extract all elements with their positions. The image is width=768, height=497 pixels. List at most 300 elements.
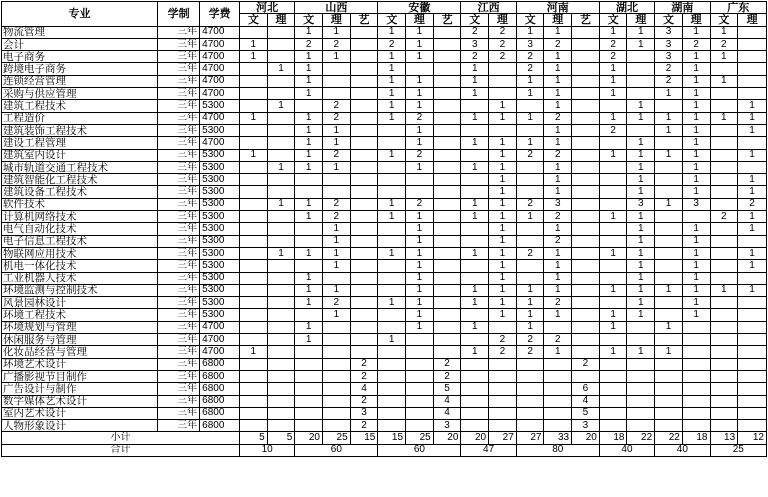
quota-cell: 1 xyxy=(378,297,406,309)
quota-cell xyxy=(710,358,738,370)
table-row xyxy=(2,63,767,75)
major-cell: 采购与供应管理 xyxy=(2,88,158,100)
quota-cell: 1 xyxy=(489,211,517,223)
quota-cell xyxy=(572,100,600,112)
quota-cell xyxy=(599,198,627,210)
duration-cell: 三年 xyxy=(158,112,200,124)
quota-cell xyxy=(710,100,738,112)
quota-cell: 3 xyxy=(627,198,655,210)
quota-cell xyxy=(655,370,683,382)
quota-cell xyxy=(433,223,461,235)
quota-cell xyxy=(323,383,351,395)
quota-cell xyxy=(738,26,767,38)
quota-cell: 1 xyxy=(406,284,434,296)
quota-cell: 2 xyxy=(544,334,572,346)
quota-cell: 3 xyxy=(572,420,600,432)
quota-cell: 1 xyxy=(544,174,572,186)
quota-cell: 1 xyxy=(461,284,489,296)
quota-cell xyxy=(599,420,627,432)
quota-cell xyxy=(572,272,600,284)
quota-cell xyxy=(378,407,406,419)
quota-cell xyxy=(267,149,295,161)
duration-cell: 三年 xyxy=(158,174,200,186)
table-row xyxy=(2,370,767,382)
quota-cell xyxy=(682,358,710,370)
quota-cell: 1 xyxy=(295,161,323,173)
quota-cell: 1 xyxy=(461,63,489,75)
quota-cell xyxy=(378,346,406,358)
total-cell: 47 xyxy=(461,444,516,456)
subtotal-cell: 20 xyxy=(572,432,600,444)
quota-cell xyxy=(710,137,738,149)
header-category: 艺 xyxy=(350,14,378,26)
quota-cell xyxy=(461,334,489,346)
quota-cell xyxy=(295,420,323,432)
quota-cell: 2 xyxy=(489,51,517,63)
quota-cell xyxy=(516,260,544,272)
quota-cell xyxy=(433,88,461,100)
quota-cell: 1 xyxy=(682,112,710,124)
quota-cell xyxy=(655,137,683,149)
quota-cell: 2 xyxy=(516,334,544,346)
quota-cell xyxy=(710,260,738,272)
quota-cell xyxy=(350,63,378,75)
quota-cell xyxy=(544,395,572,407)
quota-cell: 1 xyxy=(738,260,767,272)
subtotal-cell: 5 xyxy=(267,432,295,444)
quota-cell xyxy=(350,174,378,186)
quota-cell: 1 xyxy=(682,247,710,259)
quota-cell xyxy=(599,174,627,186)
quota-cell: 1 xyxy=(378,112,406,124)
fee-cell: 5300 xyxy=(200,124,240,136)
quota-cell xyxy=(516,124,544,136)
major-cell: 工程造价 xyxy=(2,112,158,124)
quota-cell: 1 xyxy=(544,161,572,173)
quota-cell: 1 xyxy=(406,124,434,136)
table-row xyxy=(2,100,767,112)
quota-cell xyxy=(738,309,767,321)
quota-cell xyxy=(323,420,351,432)
quota-cell xyxy=(710,149,738,161)
duration-cell: 三年 xyxy=(158,63,200,75)
major-cell: 广告设计与制作 xyxy=(2,383,158,395)
quota-cell: 1 xyxy=(323,223,351,235)
total-row xyxy=(2,444,767,456)
subtotal-cell: 15 xyxy=(350,432,378,444)
fee-cell: 5300 xyxy=(200,211,240,223)
quota-cell xyxy=(406,63,434,75)
quota-cell xyxy=(378,161,406,173)
major-cell: 物联网应用技术 xyxy=(2,247,158,259)
quota-cell: 2 xyxy=(350,395,378,407)
major-cell: 工业机器人技术 xyxy=(2,272,158,284)
quota-cell xyxy=(433,334,461,346)
table-row xyxy=(2,420,767,432)
major-cell: 建筑装饰工程技术 xyxy=(2,124,158,136)
quota-cell xyxy=(267,297,295,309)
header-category: 理 xyxy=(323,14,351,26)
quota-cell: 1 xyxy=(378,198,406,210)
quota-cell: 2 xyxy=(323,100,351,112)
major-cell: 物流管理 xyxy=(2,26,158,38)
quota-cell: 1 xyxy=(406,223,434,235)
quota-cell xyxy=(350,26,378,38)
quota-cell: 1 xyxy=(710,51,738,63)
duration-cell: 三年 xyxy=(158,309,200,321)
quota-cell: 4 xyxy=(433,407,461,419)
duration-cell: 三年 xyxy=(158,297,200,309)
fee-cell: 4700 xyxy=(200,137,240,149)
duration-cell: 三年 xyxy=(158,137,200,149)
quota-cell: 1 xyxy=(323,26,351,38)
duration-cell: 三年 xyxy=(158,38,200,50)
quota-cell xyxy=(627,358,655,370)
quota-cell xyxy=(489,358,517,370)
quota-cell: 2 xyxy=(489,38,517,50)
header-fee: 学费 xyxy=(200,2,240,27)
quota-cell xyxy=(627,334,655,346)
fee-cell: 4700 xyxy=(200,346,240,358)
duration-cell: 三年 xyxy=(158,260,200,272)
duration-cell: 三年 xyxy=(158,186,200,198)
table-row xyxy=(2,186,767,198)
quota-cell xyxy=(627,63,655,75)
subtotal-label: 小计 xyxy=(2,432,240,444)
quota-cell xyxy=(655,334,683,346)
quota-cell xyxy=(682,346,710,358)
quota-cell xyxy=(295,346,323,358)
quota-cell: 2 xyxy=(710,38,738,50)
quota-cell xyxy=(710,198,738,210)
quota-cell xyxy=(461,186,489,198)
quota-cell xyxy=(350,137,378,149)
fee-cell: 5300 xyxy=(200,223,240,235)
major-cell: 城市轨道交通工程技术 xyxy=(2,161,158,173)
quota-cell: 3 xyxy=(461,38,489,50)
quota-cell xyxy=(461,260,489,272)
quota-cell xyxy=(655,395,683,407)
quota-cell xyxy=(489,88,517,100)
quota-cell: 1 xyxy=(544,26,572,38)
quota-cell xyxy=(655,223,683,235)
fee-cell: 4700 xyxy=(200,63,240,75)
quota-cell xyxy=(489,420,517,432)
quota-cell xyxy=(239,137,267,149)
quota-cell xyxy=(378,235,406,247)
quota-cell: 1 xyxy=(489,161,517,173)
fee-cell: 5300 xyxy=(200,198,240,210)
quota-cell xyxy=(350,235,378,247)
quota-cell xyxy=(682,321,710,333)
quota-cell xyxy=(295,174,323,186)
table-row xyxy=(2,321,767,333)
quota-cell xyxy=(710,346,738,358)
quota-cell: 1 xyxy=(489,235,517,247)
quota-cell xyxy=(738,75,767,87)
quota-cell: 1 xyxy=(295,284,323,296)
quota-cell: 1 xyxy=(406,321,434,333)
duration-cell: 三年 xyxy=(158,149,200,161)
quota-cell xyxy=(378,358,406,370)
quota-cell xyxy=(738,407,767,419)
quota-cell xyxy=(350,124,378,136)
quota-cell xyxy=(350,112,378,124)
quota-cell xyxy=(239,383,267,395)
quota-cell: 2 xyxy=(516,63,544,75)
quota-cell: 1 xyxy=(682,186,710,198)
major-cell: 人物形象设计 xyxy=(2,420,158,432)
quota-cell xyxy=(572,260,600,272)
quota-cell xyxy=(655,260,683,272)
quota-cell xyxy=(267,174,295,186)
quota-cell: 1 xyxy=(406,260,434,272)
quota-cell: 2 xyxy=(655,75,683,87)
quota-cell xyxy=(516,358,544,370)
quota-cell xyxy=(239,100,267,112)
quota-cell: 1 xyxy=(627,149,655,161)
quota-cell: 1 xyxy=(267,100,295,112)
quota-cell xyxy=(267,260,295,272)
quota-cell xyxy=(599,186,627,198)
quota-cell: 1 xyxy=(599,321,627,333)
duration-cell: 三年 xyxy=(158,88,200,100)
fee-cell: 6800 xyxy=(200,395,240,407)
quota-cell: 2 xyxy=(710,211,738,223)
quota-cell: 1 xyxy=(599,26,627,38)
quota-cell xyxy=(433,321,461,333)
table-row xyxy=(2,124,767,136)
subtotal-cell: 25 xyxy=(406,432,434,444)
table-row xyxy=(2,198,767,210)
header-province-row xyxy=(2,2,767,14)
total-label: 合计 xyxy=(2,444,240,456)
quota-cell: 1 xyxy=(323,161,351,173)
quota-cell xyxy=(516,272,544,284)
quota-cell: 1 xyxy=(627,161,655,173)
fee-cell: 4700 xyxy=(200,51,240,63)
quota-cell xyxy=(267,334,295,346)
quota-cell xyxy=(239,235,267,247)
quota-cell xyxy=(516,370,544,382)
table-row xyxy=(2,161,767,173)
table-header xyxy=(2,2,767,27)
quota-cell: 1 xyxy=(738,223,767,235)
quota-cell: 1 xyxy=(239,346,267,358)
quota-cell: 1 xyxy=(599,88,627,100)
quota-cell: 1 xyxy=(378,211,406,223)
quota-cell: 2 xyxy=(516,51,544,63)
quota-cell: 1 xyxy=(378,75,406,87)
fee-cell: 6800 xyxy=(200,383,240,395)
quota-cell: 1 xyxy=(323,51,351,63)
subtotal-cell: 5 xyxy=(239,432,267,444)
quota-cell xyxy=(378,284,406,296)
quota-cell xyxy=(599,260,627,272)
quota-cell: 1 xyxy=(516,88,544,100)
quota-cell: 1 xyxy=(655,149,683,161)
quota-cell: 1 xyxy=(323,235,351,247)
quota-cell xyxy=(738,358,767,370)
header-category: 文 xyxy=(295,14,323,26)
quota-cell xyxy=(433,235,461,247)
header-province: 河北 xyxy=(239,2,294,14)
quota-cell: 1 xyxy=(406,137,434,149)
duration-cell: 三年 xyxy=(158,358,200,370)
table-row xyxy=(2,309,767,321)
duration-cell: 三年 xyxy=(158,407,200,419)
quota-cell xyxy=(710,395,738,407)
fee-cell: 4700 xyxy=(200,112,240,124)
header-category: 文 xyxy=(461,14,489,26)
fee-cell: 5300 xyxy=(200,260,240,272)
quota-cell: 1 xyxy=(682,297,710,309)
quota-cell: 1 xyxy=(295,334,323,346)
quota-cell: 1 xyxy=(489,297,517,309)
quota-cell xyxy=(572,198,600,210)
table-row xyxy=(2,272,767,284)
quota-cell xyxy=(710,370,738,382)
major-cell: 环境工程技术 xyxy=(2,309,158,321)
quota-cell: 1 xyxy=(738,174,767,186)
quota-cell xyxy=(572,112,600,124)
header-province: 江西 xyxy=(461,2,516,14)
duration-cell: 三年 xyxy=(158,247,200,259)
quota-cell xyxy=(572,223,600,235)
quota-cell: 2 xyxy=(544,38,572,50)
quota-cell: 4 xyxy=(433,395,461,407)
quota-cell xyxy=(323,174,351,186)
quota-cell xyxy=(378,370,406,382)
quota-cell: 2 xyxy=(350,358,378,370)
quota-cell xyxy=(682,407,710,419)
quota-cell xyxy=(599,161,627,173)
quota-cell: 1 xyxy=(599,63,627,75)
duration-cell: 三年 xyxy=(158,420,200,432)
quota-cell xyxy=(572,124,600,136)
header-province: 广东 xyxy=(710,2,767,14)
quota-cell xyxy=(572,346,600,358)
quota-cell xyxy=(406,174,434,186)
quota-cell xyxy=(239,420,267,432)
quota-cell xyxy=(433,186,461,198)
quota-cell xyxy=(516,407,544,419)
quota-cell: 1 xyxy=(295,198,323,210)
quota-cell: 1 xyxy=(710,112,738,124)
quota-cell: 2 xyxy=(461,26,489,38)
quota-cell xyxy=(323,321,351,333)
quota-cell xyxy=(572,370,600,382)
header-category: 文 xyxy=(378,14,406,26)
fee-cell: 4700 xyxy=(200,26,240,38)
quota-cell xyxy=(461,235,489,247)
major-cell: 环境规划与管理 xyxy=(2,321,158,333)
quota-cell: 2 xyxy=(682,38,710,50)
fee-cell: 5300 xyxy=(200,149,240,161)
quota-cell xyxy=(544,420,572,432)
quota-cell xyxy=(433,161,461,173)
quota-cell: 1 xyxy=(544,186,572,198)
total-cell: 10 xyxy=(239,444,294,456)
quota-cell xyxy=(378,383,406,395)
duration-cell: 三年 xyxy=(158,272,200,284)
quota-cell xyxy=(516,100,544,112)
quota-cell xyxy=(433,198,461,210)
fee-cell: 6800 xyxy=(200,358,240,370)
header-province: 湖南 xyxy=(655,2,710,14)
quota-cell xyxy=(599,334,627,346)
quota-cell: 2 xyxy=(599,51,627,63)
quota-cell xyxy=(267,395,295,407)
quota-cell xyxy=(516,186,544,198)
quota-cell: 1 xyxy=(461,211,489,223)
quota-cell: 1 xyxy=(406,247,434,259)
subtotal-cell: 18 xyxy=(599,432,627,444)
header-category: 理 xyxy=(627,14,655,26)
quota-cell: 4 xyxy=(572,395,600,407)
quota-cell xyxy=(295,370,323,382)
quota-cell: 1 xyxy=(627,211,655,223)
quota-cell xyxy=(267,38,295,50)
quota-cell xyxy=(627,383,655,395)
quota-cell xyxy=(682,383,710,395)
quota-cell: 1 xyxy=(627,346,655,358)
quota-cell xyxy=(267,420,295,432)
quota-cell: 1 xyxy=(489,186,517,198)
quota-cell xyxy=(239,407,267,419)
quota-cell xyxy=(350,297,378,309)
table-row xyxy=(2,223,767,235)
duration-cell: 三年 xyxy=(158,346,200,358)
quota-cell xyxy=(295,407,323,419)
quota-cell xyxy=(710,321,738,333)
quota-cell: 1 xyxy=(378,334,406,346)
table-row xyxy=(2,297,767,309)
quota-cell xyxy=(627,51,655,63)
quota-cell xyxy=(433,260,461,272)
quota-cell xyxy=(267,88,295,100)
table-row xyxy=(2,260,767,272)
quota-cell xyxy=(461,272,489,284)
fee-cell: 6800 xyxy=(200,420,240,432)
quota-cell xyxy=(489,395,517,407)
quota-cell: 3 xyxy=(682,198,710,210)
quota-cell: 1 xyxy=(738,284,767,296)
quota-cell xyxy=(461,124,489,136)
quota-cell xyxy=(378,321,406,333)
quota-cell: 1 xyxy=(378,149,406,161)
quota-cell xyxy=(489,75,517,87)
quota-cell xyxy=(627,395,655,407)
quota-cell xyxy=(239,161,267,173)
quota-cell: 1 xyxy=(489,272,517,284)
quota-cell xyxy=(544,383,572,395)
quota-cell: 1 xyxy=(627,112,655,124)
quota-cell xyxy=(599,407,627,419)
quota-cell: 1 xyxy=(406,161,434,173)
quota-cell xyxy=(738,321,767,333)
quota-cell xyxy=(323,63,351,75)
quota-cell: 1 xyxy=(267,198,295,210)
quota-cell: 1 xyxy=(295,75,323,87)
quota-cell: 1 xyxy=(710,284,738,296)
header-category: 理 xyxy=(406,14,434,26)
quota-cell xyxy=(655,420,683,432)
quota-cell: 2 xyxy=(489,346,517,358)
quota-cell: 1 xyxy=(295,137,323,149)
quota-cell xyxy=(350,211,378,223)
quota-cell: 1 xyxy=(710,75,738,87)
